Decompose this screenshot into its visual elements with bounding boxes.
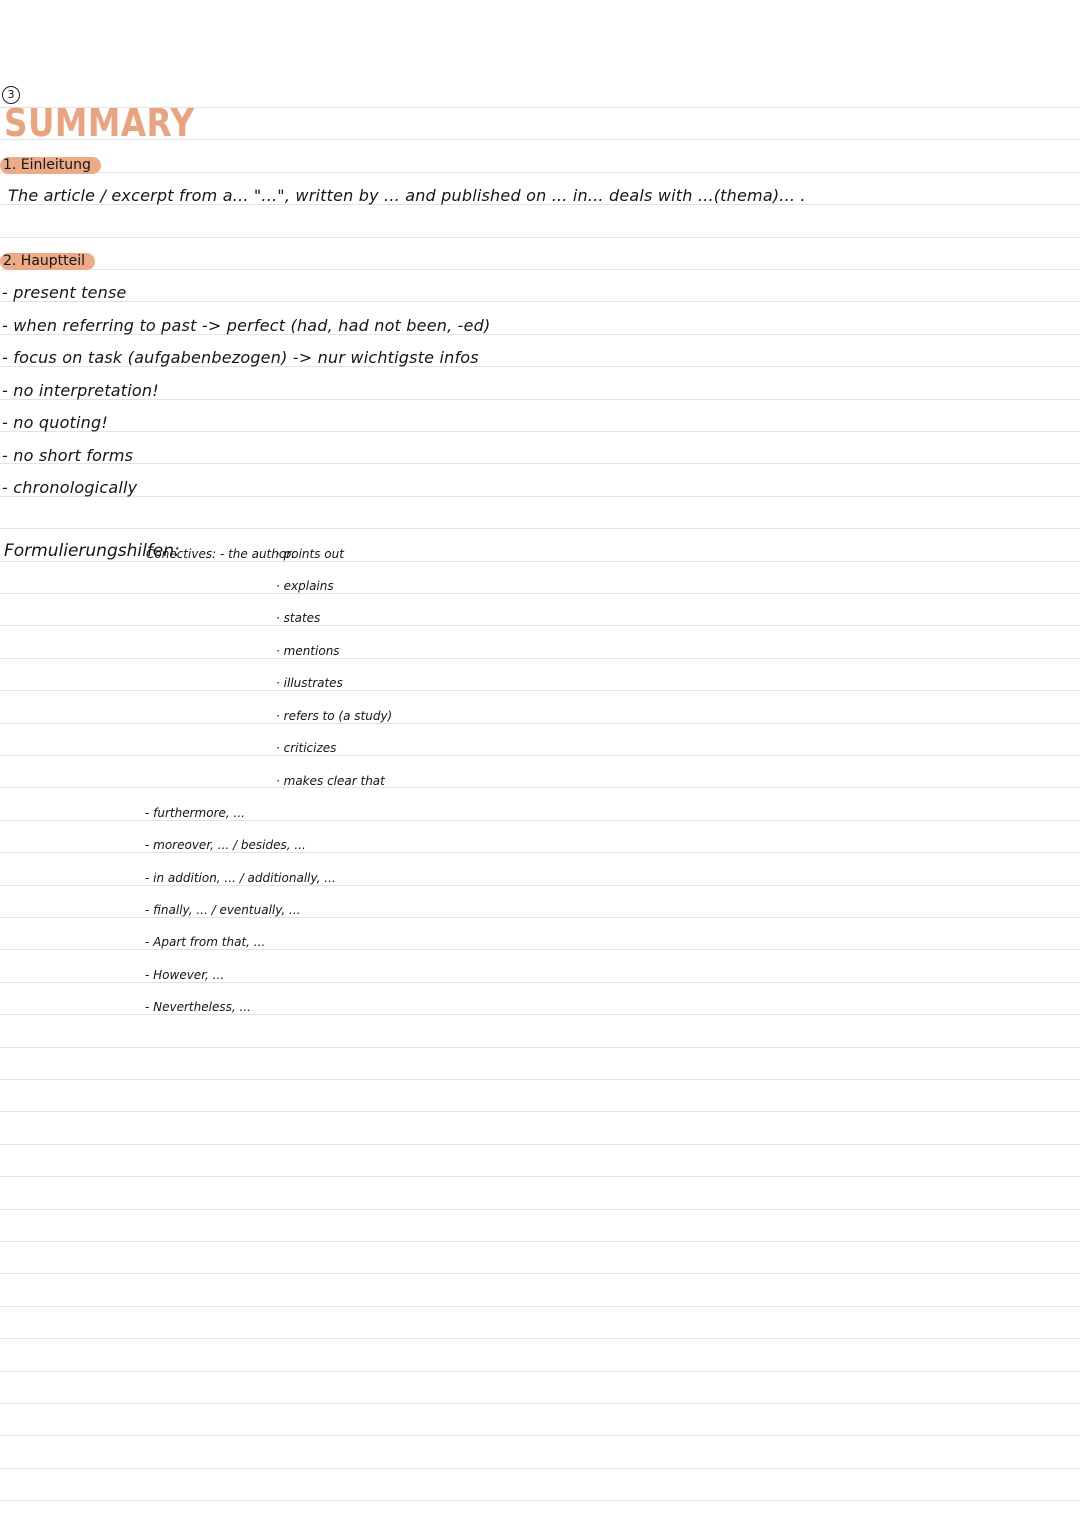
author-verb: · states bbox=[276, 611, 321, 625]
author-verb: · mentions bbox=[276, 644, 340, 658]
section-heading-hauptteil: 2. Hauptteil bbox=[0, 253, 95, 270]
hauptteil-item: - when referring to past -> perfect (had, had not been, -ed) bbox=[2, 316, 491, 335]
hauptteil-item: - no quoting! bbox=[2, 413, 108, 432]
author-verb: · refers to (a study) bbox=[276, 709, 393, 723]
hauptteil-item: - no short forms bbox=[2, 446, 134, 465]
page-number: 3 bbox=[2, 86, 20, 104]
connector-phrase: - moreover, ... / besides, ... bbox=[145, 838, 306, 852]
author-verb: · criticizes bbox=[276, 741, 337, 755]
author-verb: · explains bbox=[276, 579, 334, 593]
connector-phrase: - furthermore, ... bbox=[145, 806, 245, 820]
author-verb: · illustrates bbox=[276, 676, 343, 690]
connectives-label: Conectives: - the author: bbox=[146, 547, 296, 561]
hauptteil-item: - no interpretation! bbox=[2, 381, 159, 400]
connector-phrase: - However, ... bbox=[145, 968, 225, 982]
hauptteil-item: - present tense bbox=[2, 283, 127, 302]
connector-phrase: - finally, ... / eventually, ... bbox=[145, 903, 301, 917]
author-verb: · makes clear that bbox=[276, 774, 385, 788]
formulierungshilfen-label: Formulierungshilfen: bbox=[4, 541, 180, 561]
hauptteil-item: - chronologically bbox=[2, 478, 138, 497]
einleitung-text: The article / excerpt from a... "...", written by ... and published on ... in... deals with ...(thema)... . bbox=[8, 186, 806, 205]
page-title: SUMMARY bbox=[4, 101, 195, 145]
section-heading-einleitung: 1. Einleitung bbox=[0, 157, 101, 174]
connector-phrase: - Apart from that, ... bbox=[145, 935, 266, 949]
connector-phrase: - in addition, ... / additionally, ... bbox=[145, 871, 336, 885]
connector-phrase: - Nevertheless, ... bbox=[145, 1000, 251, 1014]
hauptteil-item: - focus on task (aufgabenbezogen) -> nur wichtigste infos bbox=[2, 348, 479, 367]
author-verb: · points out bbox=[276, 547, 344, 561]
